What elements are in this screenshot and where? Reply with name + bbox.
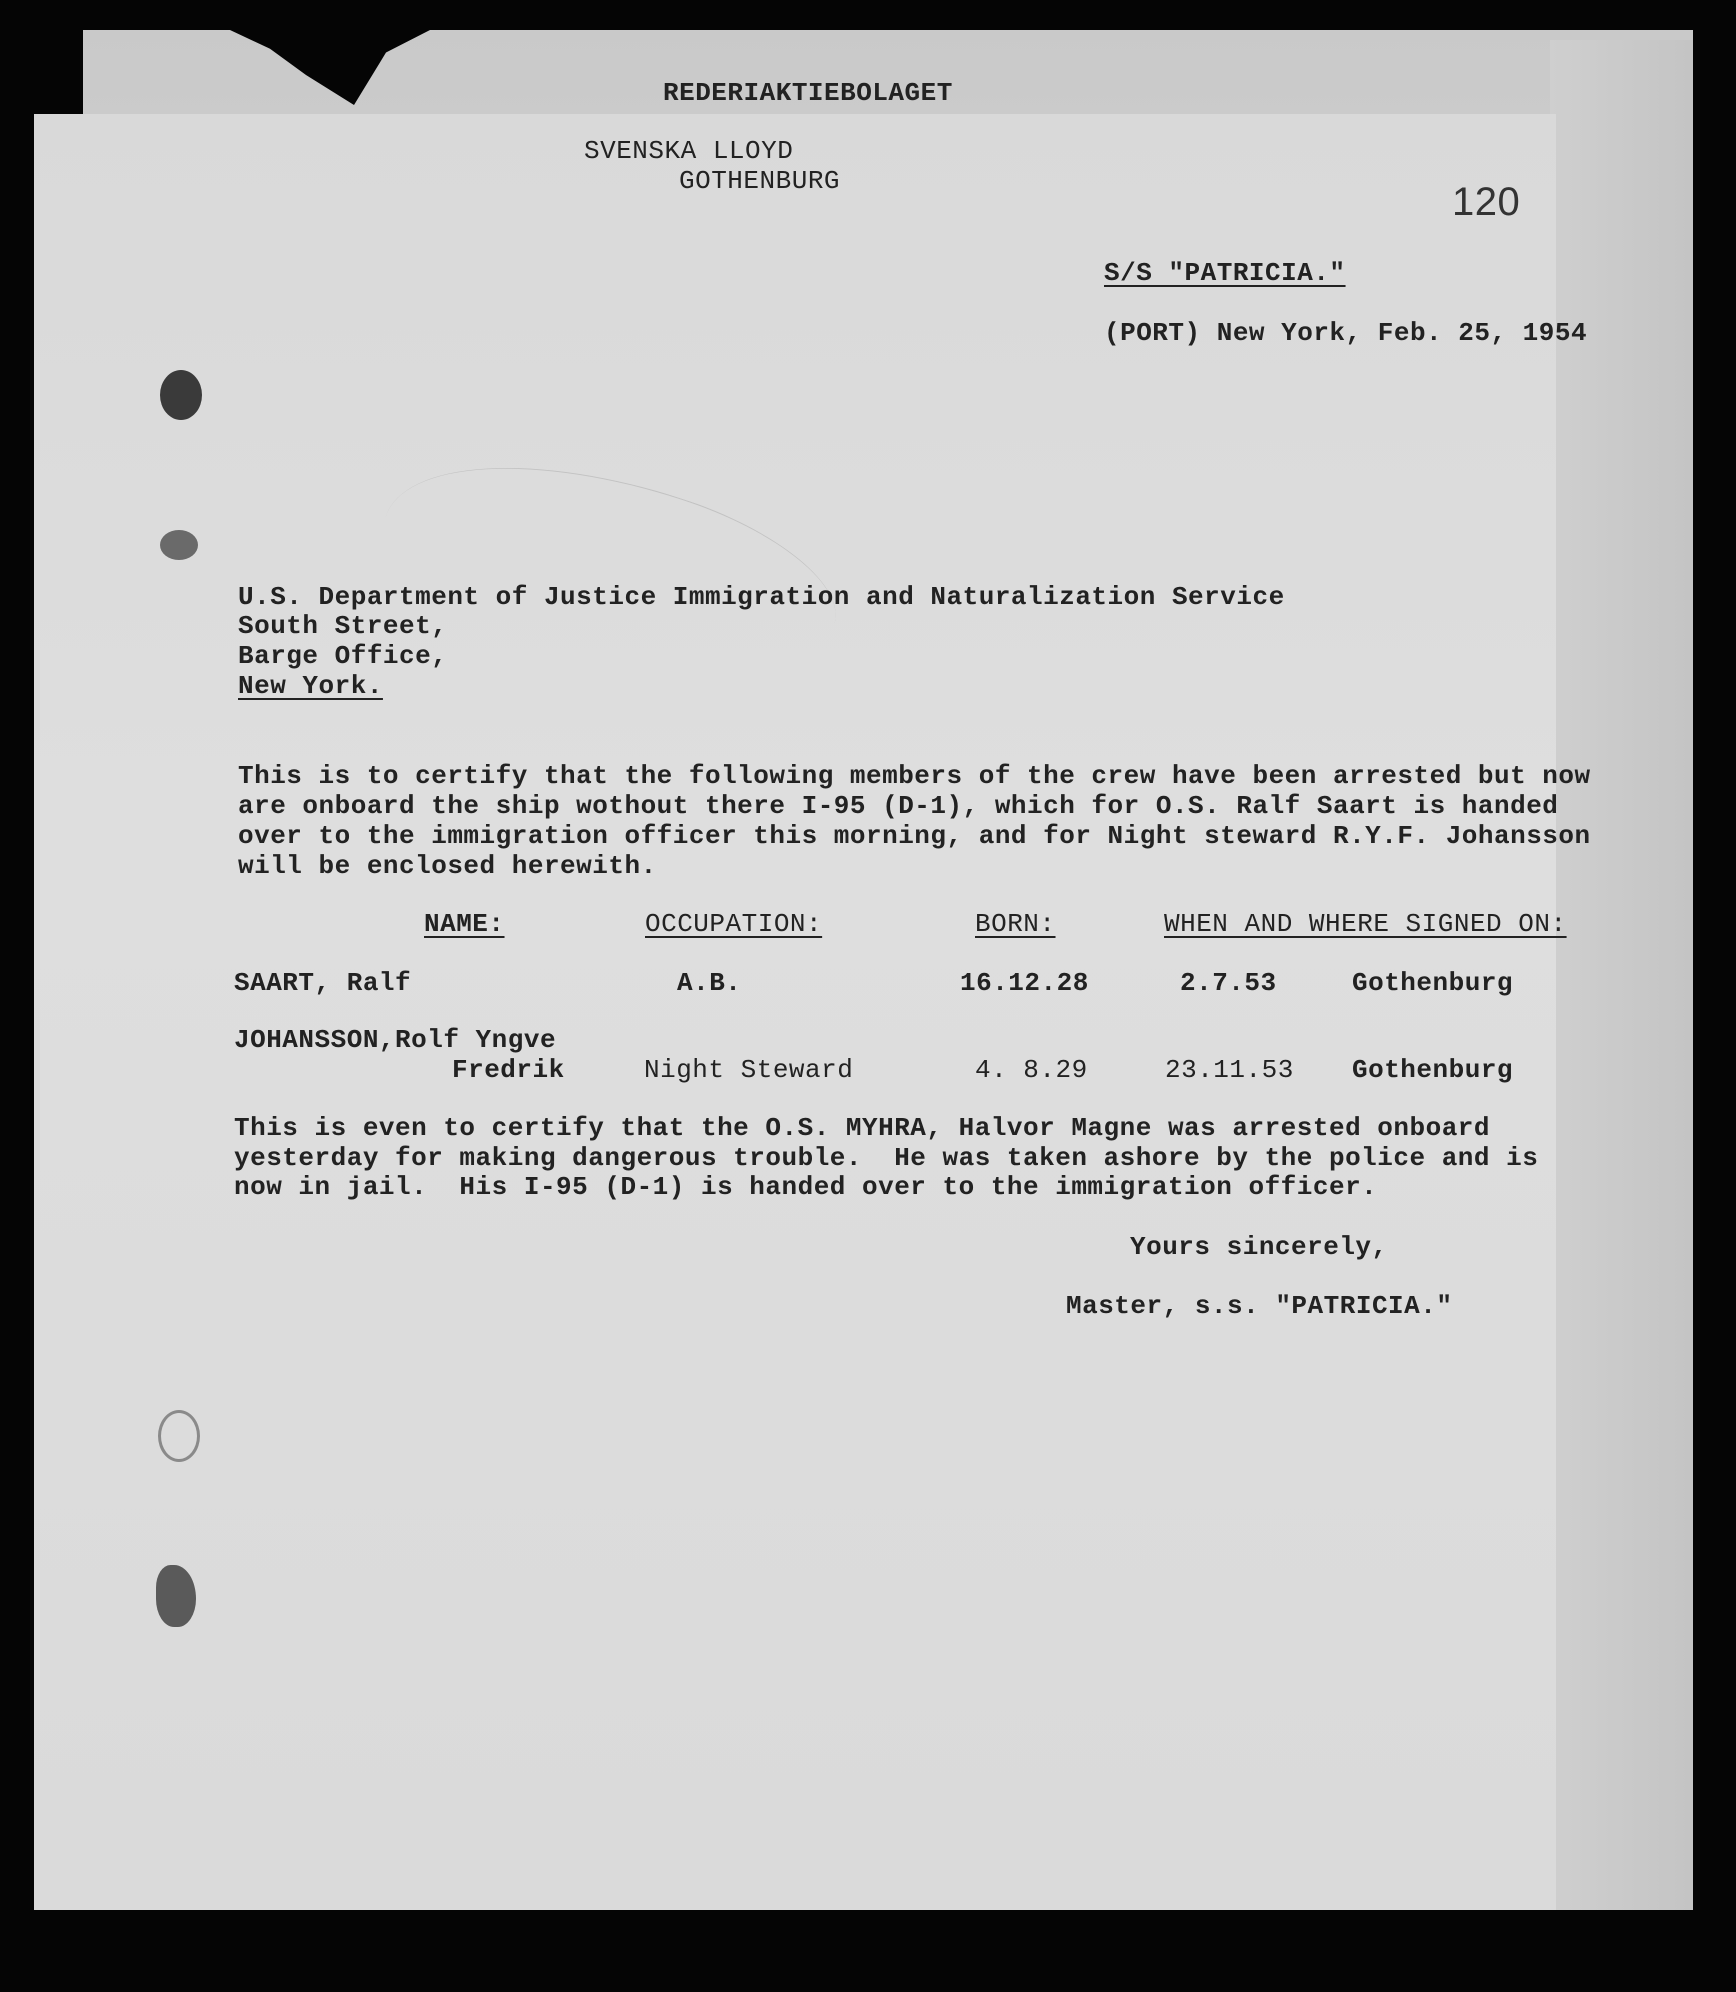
row1-born: 16.12.28 — [960, 968, 1089, 998]
paragraph2-line-1: This is even to certify that the O.S. MYHRA, Halvor Magne was arrested onboard — [234, 1113, 1490, 1143]
closing-salutation: Yours sincerely, — [1130, 1232, 1388, 1262]
paragraph1-line-4: will be enclosed herewith. — [238, 851, 657, 881]
row2-born: 4. 8.29 — [975, 1055, 1088, 1085]
dateline: (PORT) New York, Feb. 25, 1954 — [1104, 318, 1588, 348]
letterhead-city: GOTHENBURG — [679, 166, 841, 196]
header-occupation: OCCUPATION: — [645, 909, 823, 939]
paragraph1-line-1: This is to certify that the following members of the crew have been arrested but now — [238, 761, 1591, 791]
recipient-line-4: New York. — [238, 671, 383, 701]
recipient-line-3: Barge Office, — [238, 641, 448, 671]
row2-name-cont: Fredrik — [452, 1055, 565, 1085]
closing-signature: Master, s.s. "PATRICIA." — [1066, 1291, 1453, 1321]
header-signed: WHEN AND WHERE SIGNED ON: — [1164, 909, 1567, 939]
header-born: BORN: — [975, 909, 1056, 939]
row2-name: JOHANSSON,Rolf Yngve — [234, 1025, 557, 1055]
recipient-line-1: U.S. Department of Justice Immigration and Naturalization Service — [238, 582, 1285, 612]
page-number: 120 — [1452, 180, 1521, 224]
row2-signed-place: Gothenburg — [1352, 1055, 1514, 1085]
ship-name: S/S "PATRICIA." — [1104, 258, 1346, 288]
header-name: NAME: — [424, 909, 505, 939]
punch-hole-1 — [160, 370, 202, 420]
punch-hole-3 — [158, 1410, 200, 1462]
paragraph1-line-2: are onboard the ship wothout there I-95 (D-1), which for O.S. Ralf Saart is handed — [238, 791, 1559, 821]
row2-signed-date: 23.11.53 — [1165, 1055, 1294, 1085]
paragraph1-line-3: over to the immigration officer this morning, and for Night steward R.Y.F. Johansson — [238, 821, 1591, 851]
row1-signed-place: Gothenburg — [1352, 968, 1514, 998]
paragraph2-line-2: yesterday for making dangerous trouble. He was taken ashore by the police and is — [234, 1143, 1539, 1173]
punch-hole-2 — [160, 530, 198, 560]
row1-occupation: A.B. — [677, 968, 742, 998]
letterhead-name: SVENSKA LLOYD — [584, 136, 794, 166]
row1-signed-date: 2.7.53 — [1180, 968, 1277, 998]
recipient-line-2: South Street, — [238, 611, 448, 641]
paragraph2-line-3: now in jail. His I-95 (D-1) is handed over to the immigration officer. — [234, 1172, 1378, 1202]
letter-page — [34, 114, 1559, 1910]
row2-occupation: Night Steward — [644, 1055, 854, 1085]
row1-name: SAART, Ralf — [234, 968, 412, 998]
letterhead-company: REDERIAKTIEBOLAGET — [663, 78, 953, 108]
